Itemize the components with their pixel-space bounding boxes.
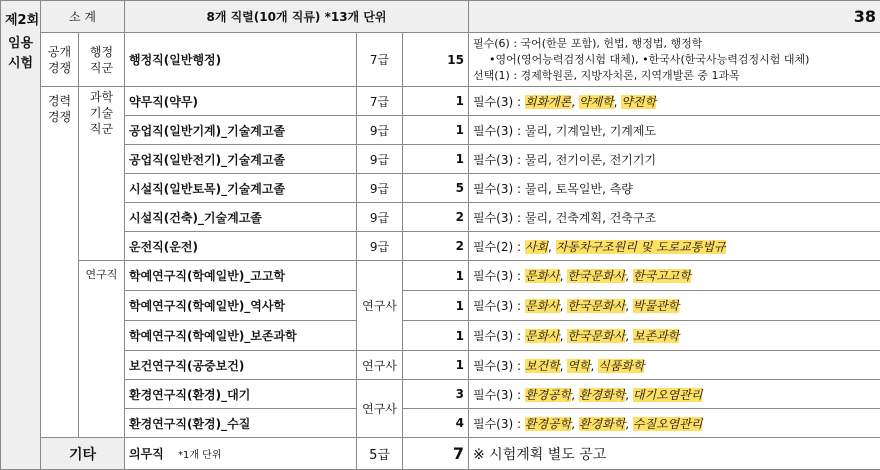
group-gyeong: 경력 경쟁 bbox=[41, 87, 79, 438]
requirement-prefix: 필수(3) : bbox=[473, 387, 525, 402]
requirement-prefix: 필수(3) : bbox=[473, 94, 525, 109]
subject-text: 문화사 bbox=[524, 329, 560, 343]
session-cell bbox=[1, 1, 41, 470]
requirement-cell bbox=[469, 232, 880, 261]
subject-text: 약제학 bbox=[578, 94, 614, 109]
requirement-prefix: 필수(3) : bbox=[473, 181, 525, 196]
table-row bbox=[1, 203, 880, 232]
requirement-cell bbox=[469, 174, 880, 203]
subject-text: 건축계획 bbox=[555, 210, 603, 225]
position-name: 행정직(일반행정) bbox=[125, 33, 357, 87]
subject-text: 환경공학 bbox=[524, 387, 572, 402]
subject-separator: , bbox=[590, 358, 599, 373]
table-row bbox=[1, 145, 880, 174]
table-row bbox=[1, 174, 880, 203]
count-cell: 3 bbox=[403, 380, 469, 409]
subject-text: 대기오염관리 bbox=[632, 387, 703, 402]
subject-text: 역학 bbox=[567, 358, 591, 373]
position-name: 환경연구직(환경)_수질 bbox=[125, 409, 357, 438]
position-name: 시설직(일반토목)_기술계고졸 bbox=[125, 174, 357, 203]
subject-separator: , bbox=[625, 416, 633, 431]
requirement-prefix: 필수(3) : bbox=[473, 358, 525, 373]
count-cell: 1 bbox=[403, 291, 469, 321]
subject-separator: , bbox=[625, 329, 633, 343]
footer-remark: ※ 시험계획 별도 공고 bbox=[469, 438, 880, 470]
total-count: 38 bbox=[469, 1, 880, 33]
footer-count: 7 bbox=[403, 438, 469, 470]
subject-separator: , bbox=[625, 387, 633, 402]
count-cell: 1 bbox=[403, 145, 469, 174]
requirement-line: 필수(6) : 국어(한문 포함), 헌법, 행정법, 행정학 bbox=[473, 36, 703, 50]
grade-cell: 7급 bbox=[357, 33, 403, 87]
requirement-cell bbox=[469, 351, 880, 380]
requirement-cell bbox=[469, 145, 880, 174]
subject-separator: , bbox=[625, 299, 633, 313]
requirement-prefix: 필수(3) : bbox=[473, 210, 525, 225]
position-name: 보건연구직(공중보건) bbox=[125, 351, 357, 380]
position-name: 학예연구직(학예일반)_보존과학 bbox=[125, 321, 357, 351]
position-name: 학예연구직(학예일반)_고고학 bbox=[125, 261, 357, 291]
position-name: 공업직(일반전기)_기술계고졸 bbox=[125, 145, 357, 174]
count-cell: 1 bbox=[403, 116, 469, 145]
subject-separator: , bbox=[548, 152, 556, 167]
subject-text: 사회 bbox=[524, 239, 549, 254]
requirement-cell bbox=[469, 291, 880, 321]
footer-position-name: 의무직 bbox=[129, 447, 164, 461]
table-row bbox=[1, 321, 880, 351]
count-cell: 4 bbox=[403, 409, 469, 438]
subject-separator: , bbox=[559, 358, 568, 373]
subject-separator: , bbox=[548, 239, 556, 254]
subject-separator: , bbox=[571, 416, 579, 431]
grade-cell: 9급 bbox=[357, 116, 403, 145]
subject-text: 문화사 bbox=[524, 299, 560, 313]
subject-text: 토목일반 bbox=[555, 181, 603, 196]
subject-separator: , bbox=[602, 123, 610, 138]
grade-cell: 9급 bbox=[357, 203, 403, 232]
grade-cell: 연구사 bbox=[357, 380, 403, 438]
requirement-line: •영어(영어능력검정시험 대체), •한국사(한국사능력검정시험 대체) bbox=[489, 52, 810, 66]
subject-text: 한국문화사 bbox=[567, 299, 626, 313]
subject-text: 전기이론 bbox=[555, 152, 603, 167]
table-row bbox=[1, 291, 880, 321]
footer-label: 기타 bbox=[41, 438, 125, 470]
position-name: 공업직(일반기계)_기술계고졸 bbox=[125, 116, 357, 145]
position-name: 환경연구직(환경)_대기 bbox=[125, 380, 357, 409]
subject-text: 환경공학 bbox=[524, 416, 572, 431]
subject-separator: , bbox=[602, 210, 610, 225]
position-name: 시설직(건축)_기술계고졸 bbox=[125, 203, 357, 232]
requirement-cell bbox=[469, 33, 880, 87]
requirement-prefix: 필수(3) : bbox=[473, 299, 525, 313]
count-cell: 5 bbox=[403, 174, 469, 203]
subject-text: 물리 bbox=[524, 123, 549, 138]
count-cell: 2 bbox=[403, 203, 469, 232]
count-cell: 15 bbox=[403, 33, 469, 87]
subject-separator: , bbox=[548, 123, 556, 138]
subject-text: 자동차구조원리 및 도로교통법규 bbox=[555, 239, 726, 254]
requirement-cell bbox=[469, 380, 880, 409]
table-row bbox=[1, 33, 880, 87]
requirement-cell bbox=[469, 87, 880, 116]
subject-text: 한국문화사 bbox=[567, 329, 626, 343]
summary-text: 8개 직렬(10개 직류) *13개 단위 bbox=[125, 1, 469, 33]
count-cell: 1 bbox=[403, 321, 469, 351]
subject-text: 기계제도 bbox=[609, 123, 657, 138]
count-cell: 1 bbox=[403, 261, 469, 291]
subject-text: 건축구조 bbox=[609, 210, 657, 225]
requirement-cell bbox=[469, 261, 880, 291]
subject-separator: , bbox=[571, 94, 579, 109]
group-gong: 공개 경쟁 bbox=[41, 33, 79, 87]
table-row bbox=[1, 232, 880, 261]
requirement-cell bbox=[469, 116, 880, 145]
group-haengjeong: 행정 직군 bbox=[79, 33, 125, 87]
subject-text: 측량 bbox=[609, 181, 633, 196]
subject-separator: , bbox=[571, 387, 579, 402]
subject-text: 회화개론 bbox=[524, 94, 572, 109]
subject-text: 전기기기 bbox=[609, 152, 657, 167]
group-yeongu: 연구직 bbox=[79, 261, 125, 438]
grade-cell: 연구사 bbox=[357, 351, 403, 380]
subject-text: 한국문화사 bbox=[567, 269, 626, 283]
table-row bbox=[1, 380, 880, 409]
subject-text: 물리 bbox=[524, 152, 549, 167]
table-row bbox=[1, 261, 880, 291]
subject-separator: , bbox=[613, 94, 622, 109]
requirement-line: 선택(1) : 경제학원론, 지방자치론, 지역개발론 중 1과목 bbox=[473, 68, 740, 82]
group-gwahak: 과학 기술 직군 bbox=[79, 87, 125, 261]
position-name: 운전직(운전) bbox=[125, 232, 357, 261]
subject-text: 기계일반 bbox=[555, 123, 603, 138]
table-row bbox=[1, 351, 880, 380]
footer-row bbox=[1, 438, 880, 470]
count-cell: 2 bbox=[403, 232, 469, 261]
subject-text: 문화사 bbox=[524, 269, 560, 283]
grade-cell: 9급 bbox=[357, 145, 403, 174]
count-cell: 1 bbox=[403, 351, 469, 380]
subject-separator: , bbox=[559, 269, 568, 283]
table-row bbox=[1, 409, 880, 438]
grade-cell: 7급 bbox=[357, 87, 403, 116]
subject-text: 물리 bbox=[524, 181, 549, 196]
subject-text: 약전학 bbox=[621, 94, 657, 109]
footer-note: *1개 단위 bbox=[177, 450, 222, 461]
requirement-prefix: 필수(3) : bbox=[473, 329, 525, 343]
table-header-row bbox=[1, 1, 880, 33]
subject-text: 박물관학 bbox=[632, 299, 680, 313]
requirement-cell bbox=[469, 321, 880, 351]
position-name: 학예연구직(학예일반)_역사학 bbox=[125, 291, 357, 321]
requirement-cell bbox=[469, 409, 880, 438]
subject-separator: , bbox=[602, 152, 610, 167]
footer-position bbox=[125, 438, 357, 470]
subject-text: 수질오염관리 bbox=[632, 416, 703, 431]
subject-text: 보건학 bbox=[524, 358, 560, 373]
footer-grade: 5급 bbox=[357, 438, 403, 470]
requirement-prefix: 필수(3) : bbox=[473, 123, 525, 138]
subject-text: 한국고고학 bbox=[632, 269, 691, 283]
position-name: 약무직(약무) bbox=[125, 87, 357, 116]
session-label: 제2회 bbox=[5, 13, 40, 28]
subject-text: 보존과학 bbox=[632, 329, 680, 343]
requirement-cell bbox=[469, 203, 880, 232]
subject-text: 환경화학 bbox=[578, 416, 626, 431]
exam-type-label: 임용 시험 bbox=[7, 36, 34, 71]
table-row bbox=[1, 116, 880, 145]
subject-separator: , bbox=[548, 210, 556, 225]
count-cell: 1 bbox=[403, 87, 469, 116]
subject-separator: , bbox=[559, 329, 568, 343]
table-row bbox=[1, 87, 880, 116]
subject-text: 식품화학 bbox=[598, 358, 645, 373]
subject-text: 물리 bbox=[524, 210, 549, 225]
grade-cell: 연구사 bbox=[357, 261, 403, 351]
subject-separator: , bbox=[548, 181, 556, 196]
requirement-prefix: 필수(3) : bbox=[473, 416, 525, 431]
subject-separator: , bbox=[625, 269, 633, 283]
subtotal-label: 소 계 bbox=[41, 1, 125, 33]
requirement-prefix: 필수(3) : bbox=[473, 152, 525, 167]
grade-cell: 9급 bbox=[357, 232, 403, 261]
subject-text: 환경화학 bbox=[578, 387, 626, 402]
subject-separator: , bbox=[602, 181, 610, 196]
grade-cell: 9급 bbox=[357, 174, 403, 203]
requirement-prefix: 필수(2) : bbox=[473, 239, 525, 254]
requirement-prefix: 필수(3) : bbox=[473, 269, 525, 283]
subject-separator: , bbox=[559, 299, 568, 313]
